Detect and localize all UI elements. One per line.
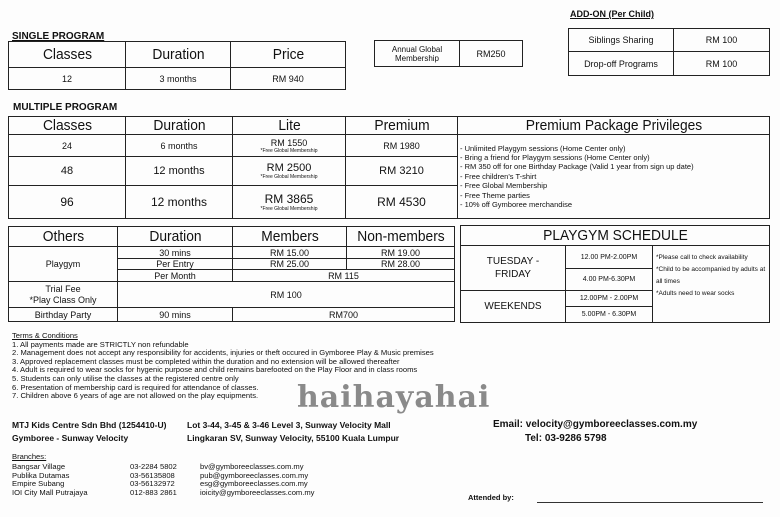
- slot: 12.00 PM-2.00PM: [566, 246, 653, 269]
- branch-phone: 03-56135808: [130, 470, 175, 480]
- header-duration: Duration: [122, 227, 228, 247]
- branch-name: IOI City Mall Putrajaya: [12, 487, 88, 497]
- membership-price: RM250: [460, 41, 523, 67]
- slot: 4.00 PM-6.30PM: [566, 269, 653, 291]
- playgym-label: Playgym: [9, 247, 118, 282]
- lite-note: *Free Global Membership: [260, 147, 318, 154]
- trial-note: *Play Class Only: [29, 294, 97, 305]
- email: Email: velocity@gymboreeclasses.com.my: [493, 419, 698, 430]
- addon-price: RM 100: [674, 52, 770, 76]
- branch-name: Publika Dutamas: [12, 470, 70, 480]
- cell: 12: [9, 68, 126, 90]
- signature-line[interactable]: [537, 502, 763, 503]
- membership-table: [374, 40, 523, 67]
- term: 4. Adult is required to wear socks for hygenic purpose and child remains barefooted on the Play Floor and in class rooms: [12, 365, 418, 375]
- company-branch: Gymboree - Sunway Velocity: [12, 433, 129, 443]
- single-program-table: [8, 41, 346, 90]
- address-line: Lingkaran SV, Sunway Velocity, 55100 Kuala Lumpur: [187, 433, 400, 443]
- header-privileges: Premium Package Privileges: [470, 117, 757, 135]
- branch-row: [12, 489, 342, 498]
- term: 1. All payments made are STRICTLY non refundable: [12, 339, 189, 349]
- cell: Per Month: [118, 270, 233, 282]
- lite-note: *Free Global Membership: [260, 206, 318, 212]
- cell: RM 25.00: [233, 259, 347, 270]
- term: 2. Management does not accept any responsibility for accidents, injuries or theft occured in Gymboree Play & Music premises: [12, 348, 434, 358]
- slot: 12.00PM - 2.00PM: [566, 291, 653, 307]
- cell: 48: [9, 157, 126, 186]
- privilege: - Bring a friend for Playgym sessions (Home Center only): [460, 152, 650, 162]
- cell: RM 3210: [346, 157, 458, 186]
- header-duration: Duration: [130, 117, 228, 135]
- term: 7. Children above 6 years of age are not allowed on the play equipments.: [12, 391, 259, 401]
- slot: 5.00PM - 6.30PM: [566, 307, 653, 323]
- note: *Child to be accompanied by adults at all times: [656, 266, 766, 285]
- cell: 24: [9, 135, 126, 157]
- branch-name: Bangsar Village: [12, 462, 66, 471]
- term: 3. Approved replacement classes must be completed within the duration and no extension will be allowed thereafter: [12, 356, 400, 366]
- company-info: [12, 419, 166, 445]
- branch-phone: 012-883 2861: [130, 487, 177, 497]
- address-line: Lot 3-44, 3-45 & 3-46 Level 3, Sunway Velocity Mall: [187, 420, 391, 430]
- lite-price: RM 2500: [266, 162, 312, 174]
- header-members: Members: [237, 227, 342, 247]
- cell: RM 15.00: [233, 247, 347, 259]
- privilege: - Free Global Membership: [460, 181, 548, 191]
- cell: RM 940: [231, 68, 346, 90]
- attended-by-label: Attended by:: [468, 493, 514, 502]
- weekend-label: WEEKENDS: [461, 291, 566, 323]
- contact: [493, 418, 697, 446]
- header-others: Others: [13, 227, 113, 247]
- cell: 90 mins: [118, 308, 233, 322]
- branch-email: ioicity@gymboreeclasses.com.my: [200, 487, 315, 497]
- cell: 3 months: [126, 68, 231, 90]
- membership-label: Annual Global Membership: [375, 41, 460, 67]
- cell: RM 19.00: [347, 247, 455, 259]
- cell: 30 mins: [118, 247, 233, 259]
- branches: [12, 453, 46, 462]
- branch-name: Empire Subang: [12, 479, 65, 489]
- header-price: Price: [235, 42, 341, 68]
- branches-title: Branches:: [12, 452, 47, 461]
- header-classes: Classes: [13, 117, 121, 135]
- addon-label: Siblings Sharing: [569, 29, 674, 52]
- branch-email: bv@gymboreeclasses.com.my: [200, 462, 304, 471]
- watermark: haihayahai: [297, 380, 491, 415]
- cell: Per Entry: [118, 259, 233, 270]
- addon-table: [568, 28, 770, 76]
- birthday-label: Birthday Party: [9, 308, 118, 322]
- trial-price: RM 100: [118, 282, 455, 308]
- schedule-notes: [653, 246, 770, 323]
- schedule-table: [460, 225, 770, 323]
- header-premium: Premium: [350, 117, 453, 135]
- privilege: - RM 350 off for one Birthday Package (Valid 1 year from sign up date): [460, 162, 694, 172]
- branch-list: [12, 463, 342, 497]
- term: 5. Students can only utilise the classes at the registered centre only: [12, 373, 239, 383]
- weekday-label: TUESDAY - FRIDAY: [461, 246, 566, 291]
- multiple-program-table: [8, 116, 770, 219]
- branch-email: esg@gymboreeclasses.com.my: [200, 479, 308, 489]
- privilege: - Free children's T-shirt: [460, 171, 537, 181]
- header-classes: Classes: [13, 42, 121, 68]
- privilege: - Unlimited Playgym sessions (Home Center only): [460, 143, 626, 153]
- cell: RM 1980: [346, 135, 458, 157]
- branch-email: pub@gymboreeclasses.com.my: [200, 470, 309, 480]
- others-table: [8, 226, 455, 322]
- single-program-title: SINGLE PROGRAM: [12, 31, 105, 42]
- cell: 12 months: [126, 186, 233, 219]
- cell: RM 115: [233, 270, 455, 282]
- multiple-program-title: MULTIPLE PROGRAM: [13, 102, 118, 113]
- lite-price: RM 1550: [270, 137, 308, 148]
- phone: Tel: 03-9286 5798: [525, 433, 607, 444]
- privilege: - 10% off Gymboree merchandise: [460, 200, 572, 210]
- term: 6. Presentation of membership card is required for attendance of classes.: [12, 382, 259, 392]
- lite-price: RM 3865: [264, 192, 314, 206]
- cell: RM 4530: [346, 186, 458, 219]
- branch-phone: 03-2284 5802: [130, 462, 177, 471]
- cell: 12 months: [126, 157, 233, 186]
- header-lite: Lite: [237, 117, 341, 135]
- company-name: MTJ Kids Centre Sdn Bhd (1254410-U): [12, 420, 167, 430]
- note: *Adults need to wear socks: [656, 290, 735, 297]
- cell: RM 28.00: [347, 259, 455, 270]
- trial-label: Trial Fee: [45, 283, 81, 294]
- cell: 96: [9, 186, 126, 219]
- addon-title: ADD-ON (Per Child): [570, 9, 654, 19]
- privilege: - Free Theme parties: [460, 190, 530, 200]
- lite-note: *Free Global Membership: [260, 174, 318, 180]
- note: *Please call to check availability: [656, 254, 748, 261]
- branch-phone: 03-56132972: [130, 479, 175, 489]
- terms-title: Terms & Conditions: [12, 331, 78, 340]
- company-address: [187, 419, 399, 445]
- schedule-title: PLAYGYM SCHEDULE: [473, 226, 757, 246]
- privileges-list: [458, 135, 770, 219]
- addon-price: RM 100: [674, 29, 770, 52]
- cell: RM700: [233, 308, 455, 322]
- cell: 6 months: [126, 135, 233, 157]
- header-duration: Duration: [130, 42, 227, 68]
- header-nonmembers: Non-members: [351, 227, 450, 247]
- addon-label: Drop-off Programs: [569, 52, 674, 76]
